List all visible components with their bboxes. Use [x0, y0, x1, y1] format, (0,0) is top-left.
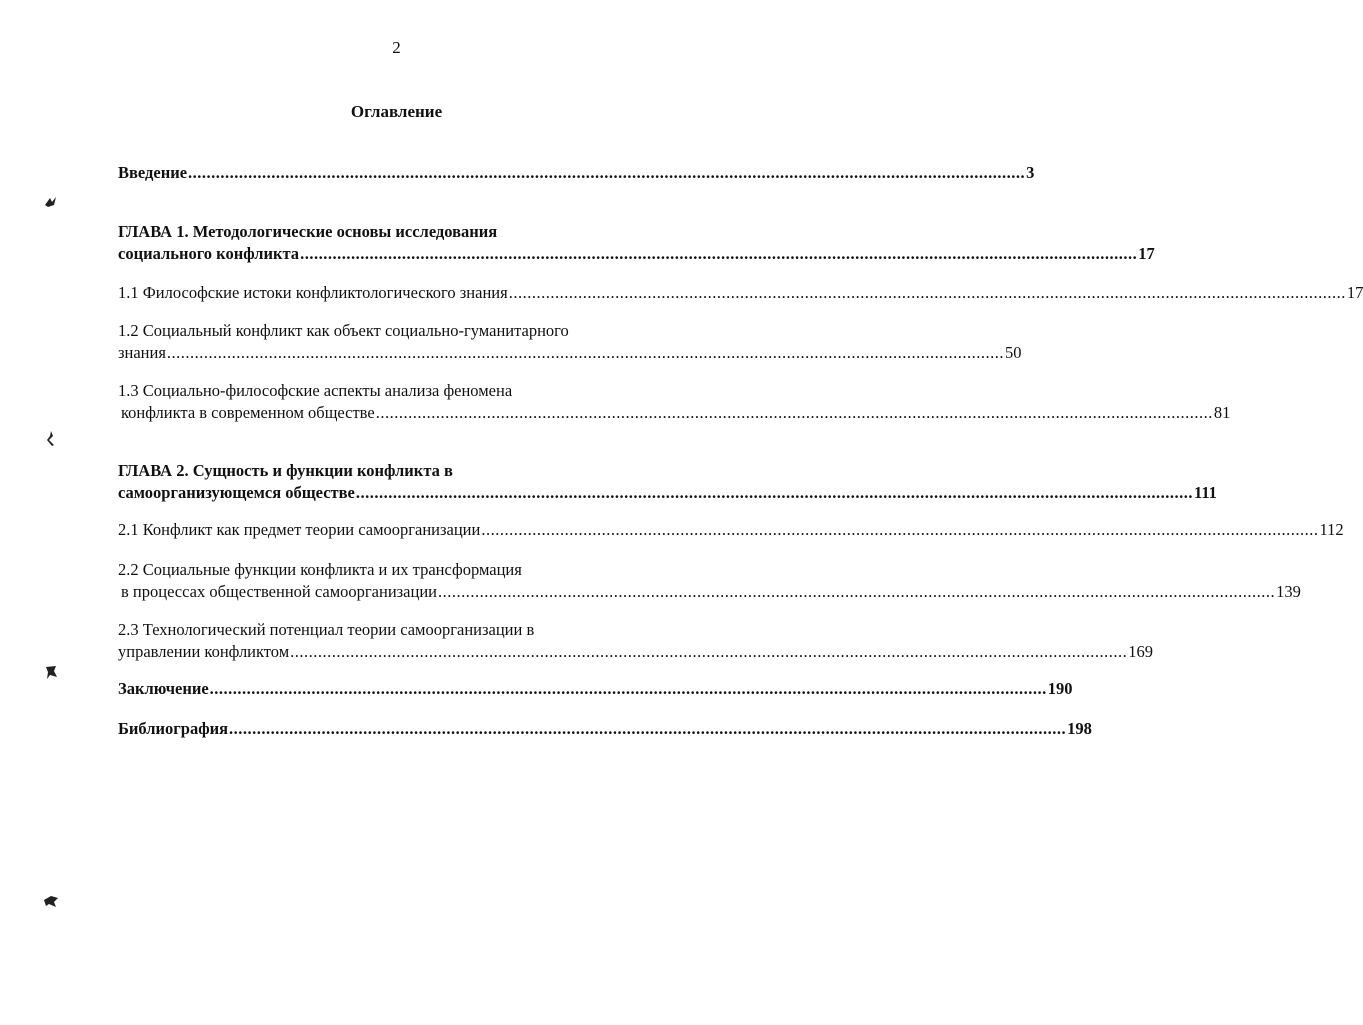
toc-page-number: 50 [1005, 343, 1022, 362]
toc-entry-label: ГЛАВА 2. Сущность и функции конфликта в [118, 461, 453, 480]
toc-entry-label-continued: самоорганизующемся обществе [118, 483, 355, 502]
toc-page-number: 111 [1193, 483, 1217, 502]
toc-entry-chapter-1[interactable] [118, 221, 1155, 265]
dot-leader: ..................................................................................................................................................................................... [481, 520, 1319, 539]
toc-entry-label-continued: конфликта в современном обществе [121, 403, 375, 422]
dot-leader: ..................................................................................................................................................................................... [375, 403, 1213, 422]
toc-page-number: 190 [1047, 679, 1073, 698]
toc-entry-label: 1.2 Социальный конфликт как объект социально-гуманитарного [118, 321, 569, 340]
scan-artifact-mark [42, 429, 60, 447]
toc-entry-label: Библиография [118, 719, 229, 738]
toc-page-number: 169 [1128, 642, 1154, 661]
dot-leader: ..................................................................................................................................................................................... [166, 343, 1005, 362]
toc-entry-section-1-3[interactable] [118, 380, 1231, 424]
toc-page-number: 17 [1138, 244, 1155, 263]
toc-entry-label: Заключение [118, 679, 209, 698]
toc-entry-section-2-1[interactable] [118, 519, 1344, 541]
toc-entry-label-continued: знания [118, 343, 166, 362]
toc-entry-label: 1.1 Философские истоки конфликтологического знания [118, 283, 508, 302]
dot-leader: ..................................................................................................................................................................................... [355, 483, 1193, 502]
toc-entry-label: 2.2 Социальные функции конфликта и их трансформация [118, 560, 522, 579]
toc-page-number: 112 [1319, 520, 1344, 539]
scan-artifact-mark [42, 892, 60, 910]
toc-entry-label-continued: управлении конфликтом [118, 642, 290, 661]
toc-page-number: 198 [1067, 719, 1092, 738]
toc-entry-label: Введение [118, 163, 188, 182]
toc-page-number: 17 [1346, 283, 1363, 302]
dot-leader: ..................................................................................................................................................................................... [290, 642, 1128, 661]
toc-entry-label-continued: в процессах общественной самоорганизации [121, 582, 437, 601]
dot-leader: ..................................................................................................................................................................................... [229, 719, 1067, 738]
toc-entry-label: ГЛАВА 1. Методологические основы исследования [118, 222, 498, 241]
toc-entry-label: 2.1 Конфликт как предмет теории самоорганизации [118, 520, 481, 539]
toc-entry-section-1-1[interactable] [118, 282, 1363, 304]
page-number: 2 [392, 38, 401, 57]
toc-entry-conclusion[interactable] [118, 678, 1073, 700]
page-title: Оглавление [350, 102, 443, 121]
toc-page-number: 81 [1213, 403, 1231, 422]
dot-leader: ..................................................................................................................................................................................... [508, 283, 1346, 302]
toc-entry-label: 1.3 Социально-философские аспекты анализа феномена [118, 381, 513, 400]
dot-leader: ..................................................................................................................................................................................... [437, 582, 1276, 601]
dot-leader: ..................................................................................................................................................................................... [209, 679, 1047, 698]
toc-entry-chapter-2[interactable] [118, 460, 1217, 504]
dot-leader: ..................................................................................................................................................................................... [300, 244, 1138, 263]
toc-entry-section-2-2[interactable] [118, 559, 1301, 603]
dot-leader: ..................................................................................................................................................................................... [188, 163, 1026, 182]
scan-artifact-mark [42, 663, 60, 681]
toc-entry-label: 2.3 Технологический потенциал теории самоорганизации в [118, 620, 535, 639]
toc-page-number: 3 [1026, 163, 1035, 182]
toc-entry-section-1-2[interactable] [118, 320, 1022, 364]
toc-entry-section-2-3[interactable] [118, 619, 1154, 663]
scan-artifact-mark [42, 193, 60, 211]
toc-entry-bibliography[interactable] [118, 718, 1092, 740]
toc-page-number: 139 [1276, 582, 1301, 601]
toc-entry-intro[interactable] [118, 162, 1035, 184]
toc-entry-label-continued: социального конфликта [118, 244, 300, 263]
